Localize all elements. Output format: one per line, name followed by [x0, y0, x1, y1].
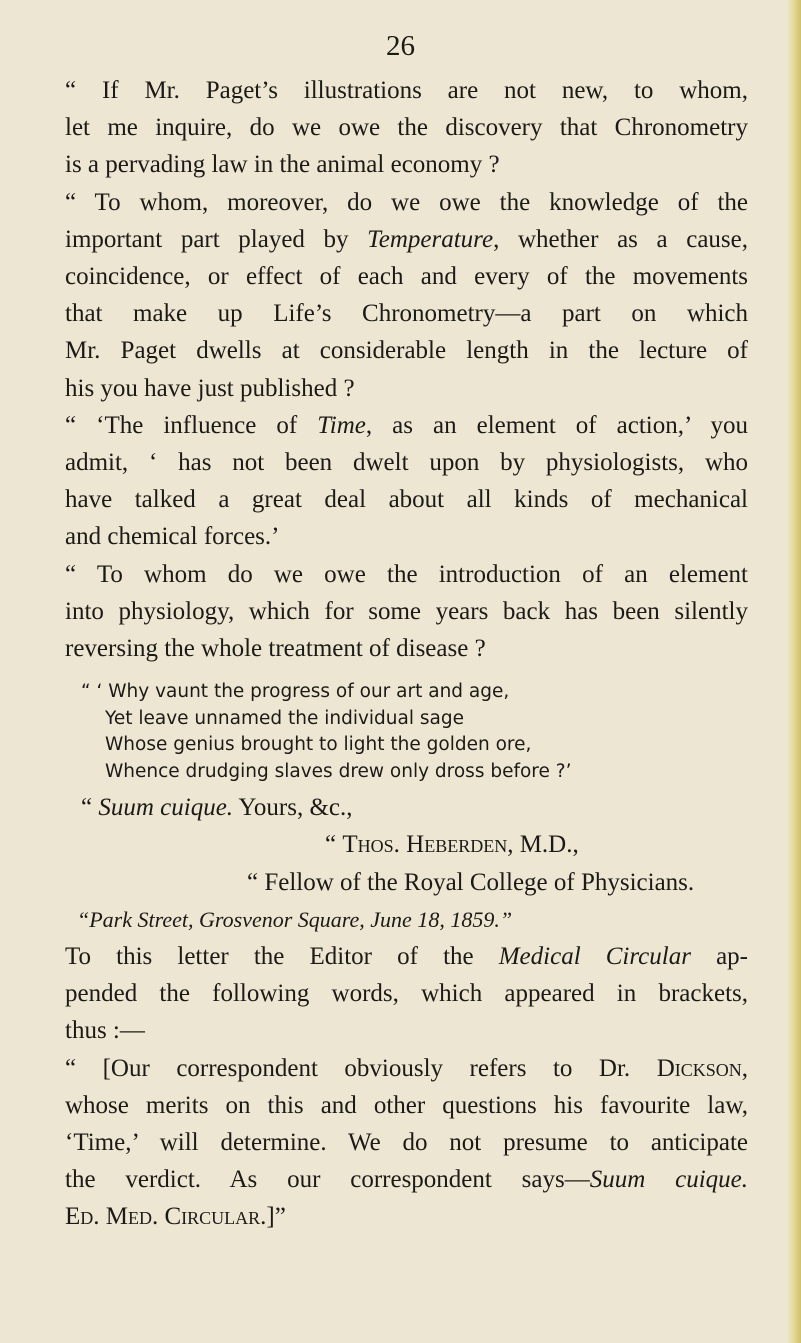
page-number: 26 — [386, 30, 415, 62]
text-line: “ If Mr. Paget’s illustrations are not new, to whom, — [65, 77, 748, 104]
emphasis-suum-cuique: Suum cuique. — [98, 794, 234, 822]
text-fragment: Yours, &c., — [233, 794, 353, 822]
text-line: is a pervading law in the animal economy ? — [65, 151, 500, 179]
editor-signature: Ed. Med. Circular.]” — [65, 1203, 286, 1231]
emphasis-time: Time — [317, 411, 366, 439]
text-fragment: To this letter the Editor of the — [65, 943, 499, 971]
emphasis-medical-circular: Medical Circular — [498, 943, 691, 971]
signoff-line: “ Fellow of the Royal College of Physicians. — [247, 868, 695, 896]
signoff-line — [65, 826, 748, 863]
text-line: coincidence, or effect of each and every of the movements — [65, 263, 748, 291]
text-line: Mr. Paget dwells at considerable length in the lecture of — [65, 337, 748, 365]
text-line: ‘Time,’ will determine. We do not presume to anticipate — [65, 1129, 748, 1157]
text-line: whose merits on this and other questions his favourite law, — [65, 1091, 748, 1119]
text-fragment: important part played by — [65, 225, 368, 253]
signoff — [65, 789, 748, 938]
text-line: that make up Life’s Chronometry—a part on which — [65, 300, 748, 328]
text-line: pended the following words, which appeared in brackets, — [65, 980, 748, 1008]
text-line — [65, 938, 748, 975]
text-line: let me inquire, do we owe the discovery that Chronometry — [65, 114, 748, 142]
text-line: and chemical forces.’ — [65, 523, 280, 551]
text-fragment: , as an element of action,’ you — [365, 411, 748, 439]
paragraph-6 — [65, 1050, 748, 1236]
signoff-line — [65, 789, 748, 826]
poem-line: Whence drudging slaves drew only dross before ?’ — [105, 760, 572, 782]
emphasis-suum-cuique: Suum cuique. — [589, 1166, 748, 1194]
text-line — [65, 221, 748, 258]
poem-line: Yet leave unnamed the individual sage — [105, 707, 464, 729]
paragraph-3 — [65, 407, 748, 556]
text-line: admit, ‘ has not been dwelt upon by physiologists, who — [65, 449, 748, 477]
text-line — [65, 1050, 748, 1087]
text-line: into physiology, which for some years back has been silently — [65, 597, 748, 625]
text-line — [65, 407, 748, 444]
poem-line: “ ‘ Why vaunt the progress of our art and age, — [81, 681, 510, 703]
name-dickson: Dickson, — [656, 1054, 748, 1082]
text-line: “ To whom, moreover, do we owe the knowledge of the — [65, 188, 748, 216]
text-line: his you have just published ? — [65, 374, 355, 402]
text-fragment: ap- — [690, 943, 749, 971]
paragraph-2 — [65, 184, 748, 407]
emphasis-temperature: Temperature — [367, 225, 494, 253]
text-fragment: the verdict. As our correspondent says— — [65, 1166, 590, 1194]
text-fragment: “ — [81, 794, 99, 822]
text-line: thus :— — [65, 1017, 145, 1045]
text-line: have talked a great deal about all kinds of mechanical — [65, 486, 748, 514]
text-fragment: “ — [325, 831, 343, 859]
page-edge — [787, 0, 801, 1343]
paragraph-1 — [65, 72, 748, 184]
author-name: Thos. Heberden, M.D., — [342, 831, 579, 859]
poem-quote — [65, 679, 748, 785]
text-fragment: “ [Our correspondent obviously refers to Dr. — [65, 1054, 657, 1082]
text-line — [65, 1161, 748, 1198]
text-fragment: “ ‘The influence of — [65, 411, 318, 439]
body-text — [65, 72, 748, 1236]
text-line: reversing the whole treatment of disease ? — [65, 635, 486, 663]
paragraph-5 — [65, 938, 748, 1050]
poem-line: Whose genius brought to light the golden ore, — [105, 734, 532, 756]
text-line: “ To whom do we owe the introduction of an element — [65, 560, 748, 588]
signoff-address: “Park Street, Grosvenor Square, June 18, 1859.” — [77, 906, 513, 932]
text-fragment: , whether as a cause, — [493, 225, 748, 253]
paragraph-4 — [65, 556, 748, 668]
